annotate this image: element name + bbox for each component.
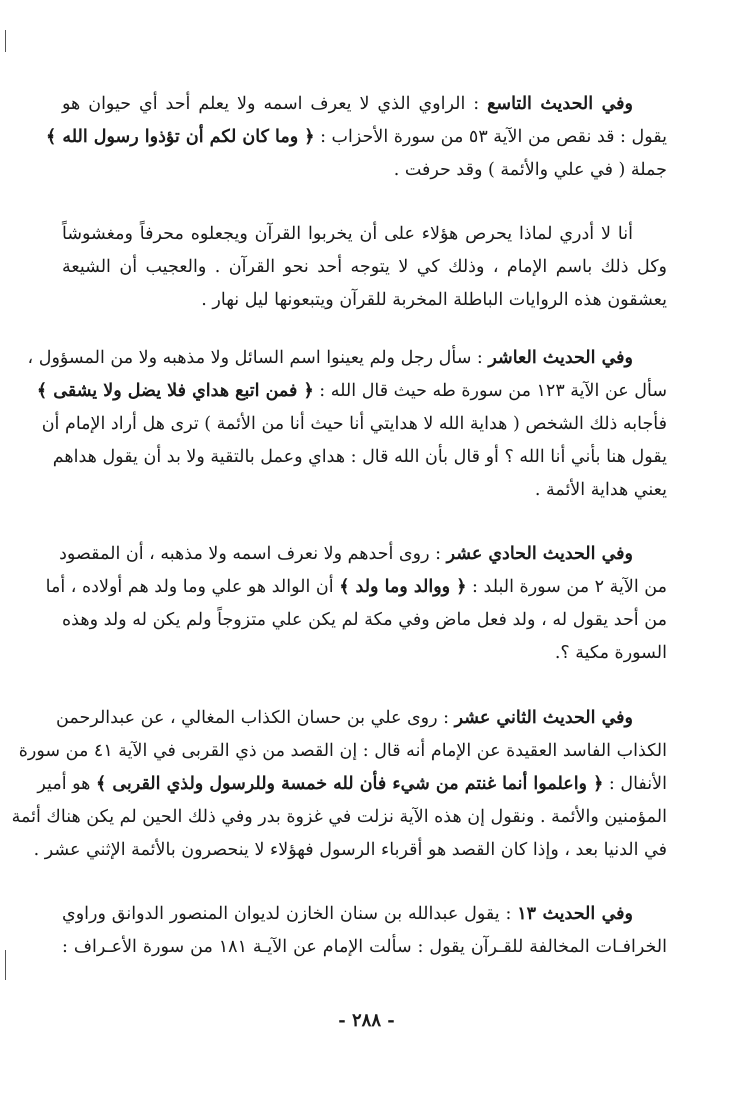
line-text: الكذاب الفاسد العقيدة عن الإمام أنه قال : إن القصد من ذي القربى في الآية ٤١ من سورة bbox=[18, 741, 667, 761]
scan-edge-mark bbox=[5, 30, 6, 52]
text-line bbox=[62, 251, 667, 284]
hadith-heading: وفي الحديث الحادي عشر bbox=[446, 544, 633, 564]
line-text: في الدنيا بعد ، وإذا كان القصد هو أقرباء الرسول فهؤلاء لا ينحصرون بالأئمة الإثني عشر . bbox=[33, 840, 667, 860]
paragraph-hadith-10 bbox=[27, 342, 667, 507]
text-line bbox=[33, 834, 667, 867]
text-line bbox=[62, 637, 667, 670]
quran-verse: ﴿ واعلموا أنما غنتم من شيء فأن لله خمسة وللرسول ولذي القربى ﴾ bbox=[95, 774, 604, 794]
page-number: - ٢٨٨ - bbox=[338, 1010, 395, 1031]
text-line bbox=[62, 931, 667, 964]
paragraph-hadith-11 bbox=[45, 538, 667, 670]
hadith-heading: وفي الحديث العاشر bbox=[488, 348, 633, 368]
paragraph-hadith-9 bbox=[45, 88, 667, 187]
line-text: يقول : قد نقص من الآية ٥٣ من سورة الأحزاب : bbox=[314, 127, 667, 147]
text-line bbox=[56, 702, 667, 735]
paragraph-commentary bbox=[62, 218, 667, 317]
line-text: يعني هداية الأئمة . bbox=[534, 480, 667, 500]
line-text: وكل ذلك باسم الإمام ، وذلك كي لا يتوجه أحد نحو القرآن . والعجيب أن الشيعة bbox=[62, 257, 667, 277]
line-text: فأجابه ذلك الشخص ( هداية الله لا هدايتي أنا حيث أنا من الأئمة ) ترى هل أراد الإمام أن bbox=[41, 414, 667, 434]
paragraph-hadith-13 bbox=[62, 898, 667, 964]
line-text: : يقول عبدالله بن سنان الخازن لديوان المنصور الدوانق وراوي bbox=[62, 904, 518, 924]
hadith-heading: وفي الحديث التاسع bbox=[487, 94, 633, 114]
line-text: سأل عن الآية ١٢٣ من سورة طه حيث قال الله : bbox=[313, 381, 667, 401]
text-line bbox=[62, 604, 667, 637]
line-text: من الآية ٢ من سورة البلد : bbox=[466, 577, 667, 597]
line-text: يقول هنا بأني أنا الله ؟ أو قال بأن الله قال : هداي وعمل بالتقية ولا بد أن يقول هداهم bbox=[52, 447, 667, 467]
text-line bbox=[62, 154, 667, 187]
line-text: : روى أحدهم ولا نعرف اسمه ولا مذهبه ، أن المقصود bbox=[59, 544, 447, 564]
line-text: المؤمنين والأئمة . ونقول إن هذه الآية نزلت في غزوة بدر وفي ذلك الحين لم يكن هناك أئمة bbox=[11, 807, 667, 827]
text-line bbox=[27, 342, 667, 375]
text-line bbox=[62, 474, 667, 507]
line-text: أنا لا أدري لماذا يحرص هؤلاء على أن يخربوا القرآن ويجعلوه محرفاً ومغشوشاً bbox=[62, 224, 633, 244]
line-text: أن الوالد هو علي وما ولد هم أولاده ، أما bbox=[45, 577, 340, 597]
quran-verse: ﴿ وما كان لكم أن تؤذوا رسول الله ﴾ bbox=[45, 127, 315, 147]
text-line bbox=[62, 218, 667, 251]
hadith-heading: وفي الحديث الثاني عشر bbox=[454, 708, 633, 728]
text-line bbox=[37, 768, 667, 801]
line-text: السورة مكية ؟. bbox=[554, 643, 667, 663]
text-line bbox=[62, 88, 667, 121]
quran-verse: ﴿ فمن اتبع هداي فلا يضل ولا يشقى ﴾ bbox=[36, 381, 314, 401]
line-text: : روى علي بن حسان الكذاب المغالي ، عن عبدالرحمن bbox=[56, 708, 455, 728]
text-line bbox=[62, 284, 667, 317]
text-line bbox=[52, 441, 667, 474]
text-line bbox=[11, 801, 667, 834]
text-line bbox=[62, 898, 667, 931]
paragraph-hadith-12 bbox=[11, 702, 667, 867]
text-line bbox=[59, 538, 667, 571]
line-text: الأنفال : bbox=[603, 774, 667, 794]
line-text: هو أمير bbox=[37, 774, 96, 794]
line-text: يعشقون هذه الروايات الباطلة المخربة للقرآن ويتبعونها ليل نهار . bbox=[201, 290, 667, 310]
line-text: الخرافـات المخالفة للقـرآن يقول : سألت الإمام عن الآيـة ١٨١ من سورة الأعـراف : bbox=[62, 937, 667, 957]
text-line bbox=[45, 121, 667, 154]
hadith-heading: وفي الحديث ١٣ bbox=[517, 904, 633, 924]
text-line bbox=[45, 571, 667, 604]
line-text: جملة ( في علي والأئمة ) وقد حرفت . bbox=[393, 160, 667, 180]
line-text: من أحد يقول له ، ولد فعل ماض وفي مكة لم يكن علي متزوجاً ولم يكن له ولد وهذه bbox=[62, 610, 667, 630]
line-text: : سأل رجل ولم يعينوا اسم السائل ولا مذهبه ولا من المسؤول ، bbox=[27, 348, 489, 368]
text-line bbox=[36, 375, 667, 408]
quran-verse: ﴿ ووالد وما ولد ﴾ bbox=[339, 577, 467, 597]
line-text: : الراوي الذي لا يعرف اسمه ولا يعلم أحد أي حيوان هو bbox=[62, 94, 488, 114]
text-line bbox=[18, 735, 667, 768]
text-line bbox=[41, 408, 667, 441]
scan-edge-mark bbox=[5, 950, 6, 980]
